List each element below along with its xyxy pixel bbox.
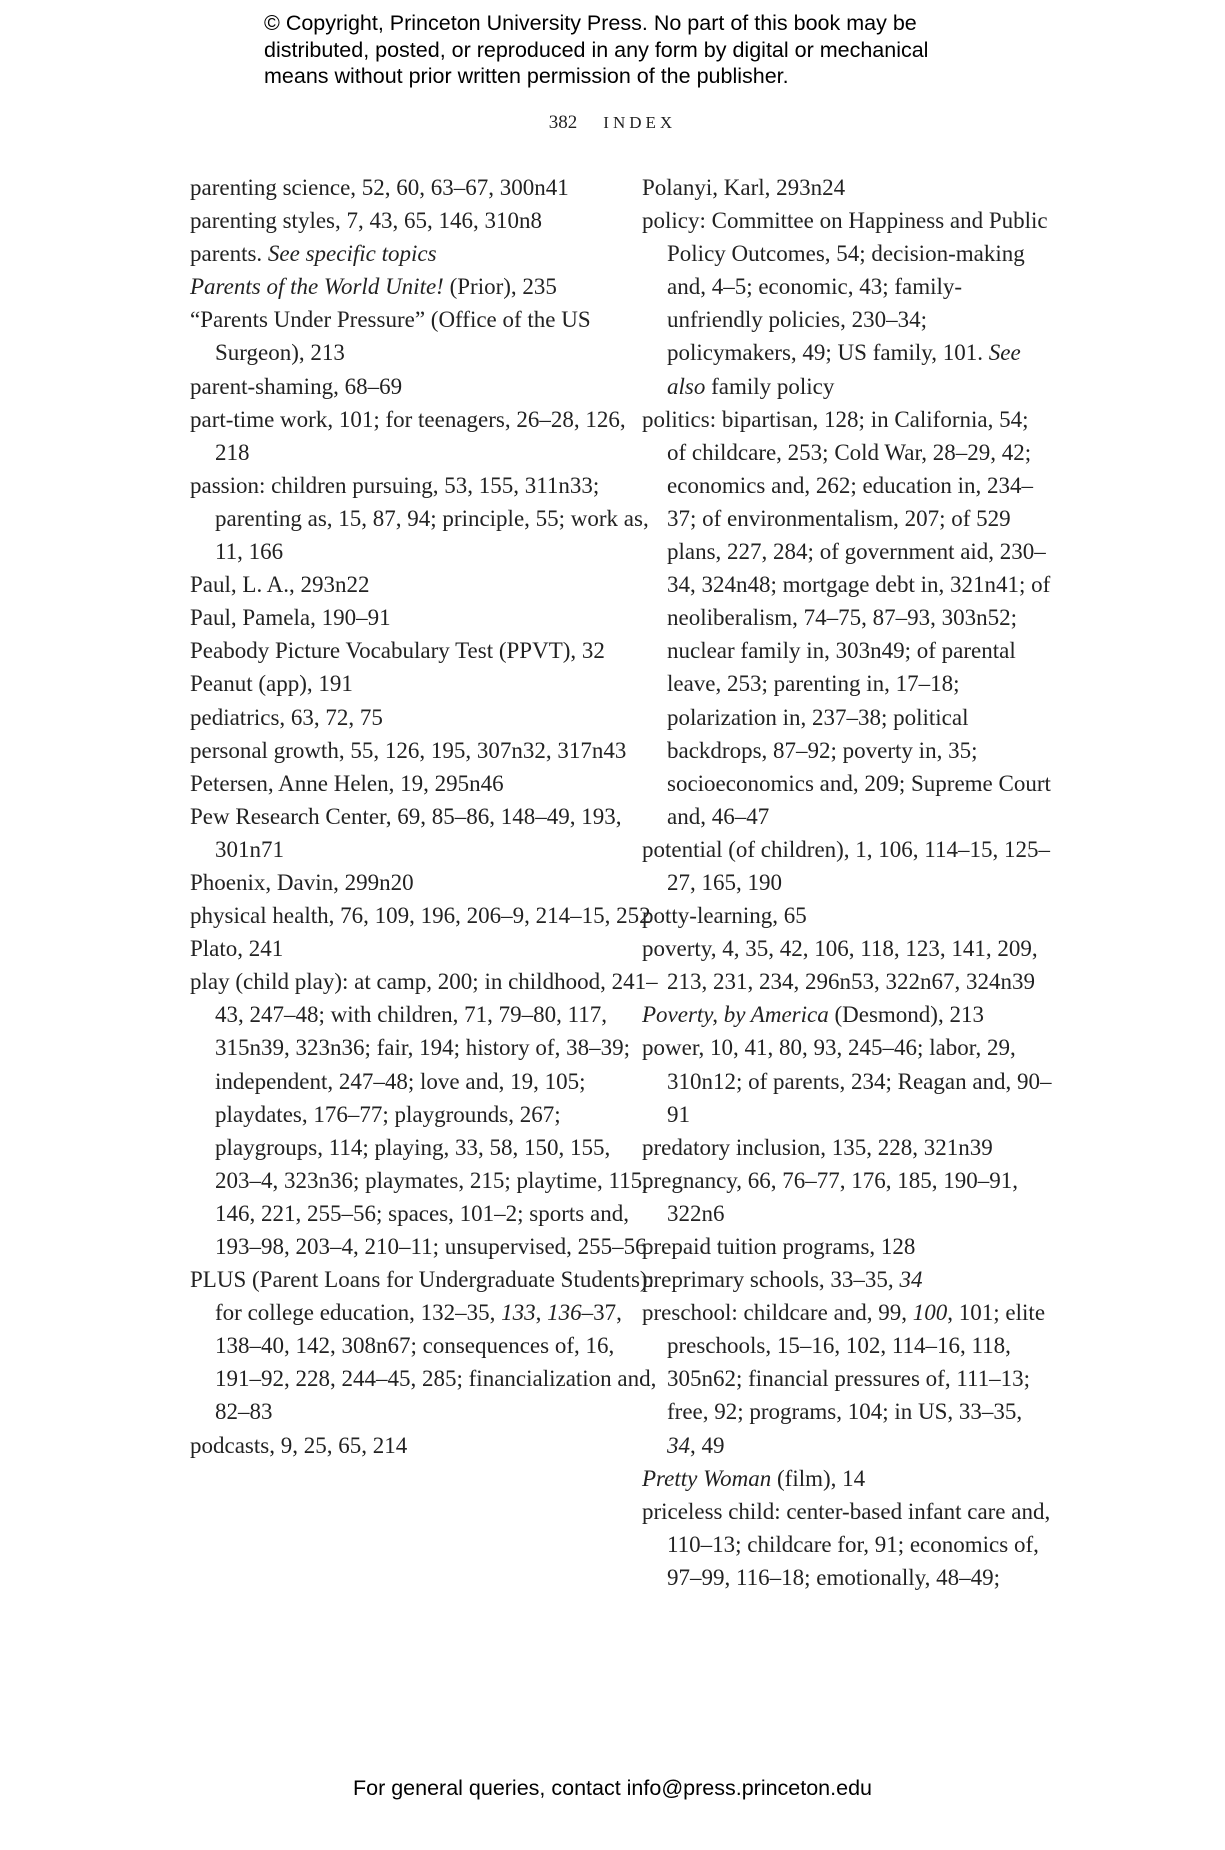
index-entry: potty-learning, 65 (642, 903, 807, 929)
index-entry: parenting science, 52, 60, 63–67, 300n41 (190, 175, 569, 200)
index-entry: Peanut (app), 191 (190, 671, 353, 697)
italic-text: Parents of the World Unite! (190, 274, 444, 300)
index-entry: play (child play): at camp, 200; in childhood, 241–43, 247–48; with children, 71, 79–80, 117, 315n39, 323n36; fair, 194; history of, 38–39; independent, 247–48; love and, 19, 105; playdates, 176–77; playgrounds, 267; playgroups, 114; playing, 33, 58, 150, 155, 203–4, 323n36; playmates, 215; playtime, 115, 146, 221, 255–56; spaces, 101–2; sports and, 193–98, 203–4, 210–11; unsupervised, 255–56 (190, 969, 658, 1259)
italic-text: 34 (667, 1432, 690, 1458)
index-column-right (642, 171, 1052, 1594)
italic-text: Pretty Woman (642, 1465, 772, 1491)
index-entry: parents. See specific topics (190, 241, 437, 267)
index-entry: physical health, 76, 109, 196, 206–9, 214–15, 252 (190, 903, 651, 929)
copyright-notice: © Copyright, Princeton University Press. No part of this book may be distributed, posted, or reproduced in any form by digital or mechanical means without prior written permission of the publisher. (264, 11, 929, 88)
index-entry: parenting styles, 7, 43, 65, 146, 310n8 (190, 208, 542, 234)
index-entry: part-time work, 101; for teenagers, 26–28, 126, 218 (190, 406, 626, 465)
index-entry: Pretty Woman (film), 14 (642, 1465, 866, 1491)
index-entry: potential (of children), 1, 106, 114–15, 125–27, 165, 190 (642, 836, 1050, 895)
index-entry: PLUS (Parent Loans for Undergraduate Students): for college education, 132–35, 133, 136–37, 138–40, 142, 308n67; consequences of, 16, 191–92, 228, 244–45, 285; financialization and, 82–83 (190, 1267, 657, 1425)
index-entry: politics: bipartisan, 128; in California, 54; of childcare, 253; Cold War, 28–29, 42; economics and, 262; education in, 234–37; of environmentalism, 207; of 529 plans, 227, 284; of government aid, 230–34, 324n48; mortgage debt in, 321n41; of neoliberalism, 74–75, 87–93, 303n52; nuclear family in, 303n49; of parental leave, 253; parenting in, 17–18; polarization in, 237–38; political backdrops, 87–92; poverty in, 35; socioeconomics and, 209; Supreme Court and, 46–47 (642, 406, 1051, 829)
index-entry: prepaid tuition programs, 128 (642, 1234, 916, 1259)
index-entry: passion: children pursuing, 53, 155, 311n33; parenting as, 15, 87, 94; principle, 55; work as, 11, 166 (190, 472, 649, 565)
italic-text: See specific topics (267, 241, 437, 267)
index-entry: “Parents Under Pressure” (Office of the US Surgeon), 213 (190, 307, 591, 366)
italic-text: 100 (912, 1300, 948, 1326)
index-entry: predatory inclusion, 135, 228, 321n39 (642, 1134, 993, 1160)
index-entry: Peabody Picture Vocabulary Test (PPVT), 32 (190, 638, 605, 664)
italic-text: 136 (547, 1300, 582, 1326)
index-entry: policy: Committee on Happiness and Public Policy Outcomes, 54; decision-making and, 4–5; economic, 43; family-unfriendly policies, 230–34; policymakers, 49; US family, 101. See also family policy (642, 208, 1048, 399)
index-entry: Paul, L. A., 293n22 (190, 572, 370, 598)
index-entry: Paul, Pamela, 190–91 (190, 605, 391, 631)
index-entry: preschool: childcare and, 99, 100, 101; elite preschools, 15–16, 102, 114–16, 118, 305n62; financial pressures of, 111–13; free, 92; programs, 104; in US, 33–35, 34, 49 (642, 1300, 1046, 1458)
section-title: INDEX (603, 113, 677, 132)
index-entry: Phoenix, Davin, 299n20 (190, 869, 414, 895)
index-entry: preprimary schools, 33–35, 34 (642, 1267, 923, 1293)
index-entry: Pew Research Center, 69, 85–86, 148–49, 193, 301n71 (190, 803, 622, 862)
index-entry: Plato, 241 (190, 936, 284, 962)
index-entry: Petersen, Anne Helen, 19, 295n46 (190, 770, 504, 796)
index-entry: Poverty, by America (Desmond), 213 (642, 1002, 984, 1028)
page-number: 382 (548, 112, 578, 133)
index-entry: Parents of the World Unite! (Prior), 235 (190, 274, 557, 300)
index-entry: power, 10, 41, 80, 93, 245–46; labor, 29, 310n12; of parents, 234; Reagan and, 90–91 (642, 1035, 1052, 1127)
index-entry: personal growth, 55, 126, 195, 307n32, 317n43 (190, 737, 627, 763)
index-entry: parent-shaming, 68–69 (190, 373, 403, 399)
contact-footer: For general queries, contact info@press.princeton.edu (352, 1776, 872, 1800)
index-entry: priceless child: center-based infant care and, 110–13; childcare for, 91; economics of, 97–99, 116–18; emotionally, 48–49; (642, 1498, 1051, 1590)
italic-text: Poverty, by America (642, 1002, 829, 1028)
italic-text: 34 (899, 1267, 923, 1293)
index-column-left (190, 171, 660, 1462)
index-entry: poverty, 4, 35, 42, 106, 118, 123, 141, 209, 213, 231, 234, 296n53, 322n67, 324n39 (642, 936, 1038, 995)
italic-text: 133 (501, 1300, 536, 1326)
italic-text: See also (667, 340, 1021, 399)
index-entry: Polanyi, Karl, 293n24 (642, 175, 846, 200)
index-entry: podcasts, 9, 25, 65, 214 (190, 1432, 408, 1458)
index-entry: pregnancy, 66, 76–77, 176, 185, 190–91, 322n6 (642, 1167, 1019, 1226)
index-entry: pediatrics, 63, 72, 75 (190, 704, 383, 730)
running-header (0, 112, 1225, 134)
